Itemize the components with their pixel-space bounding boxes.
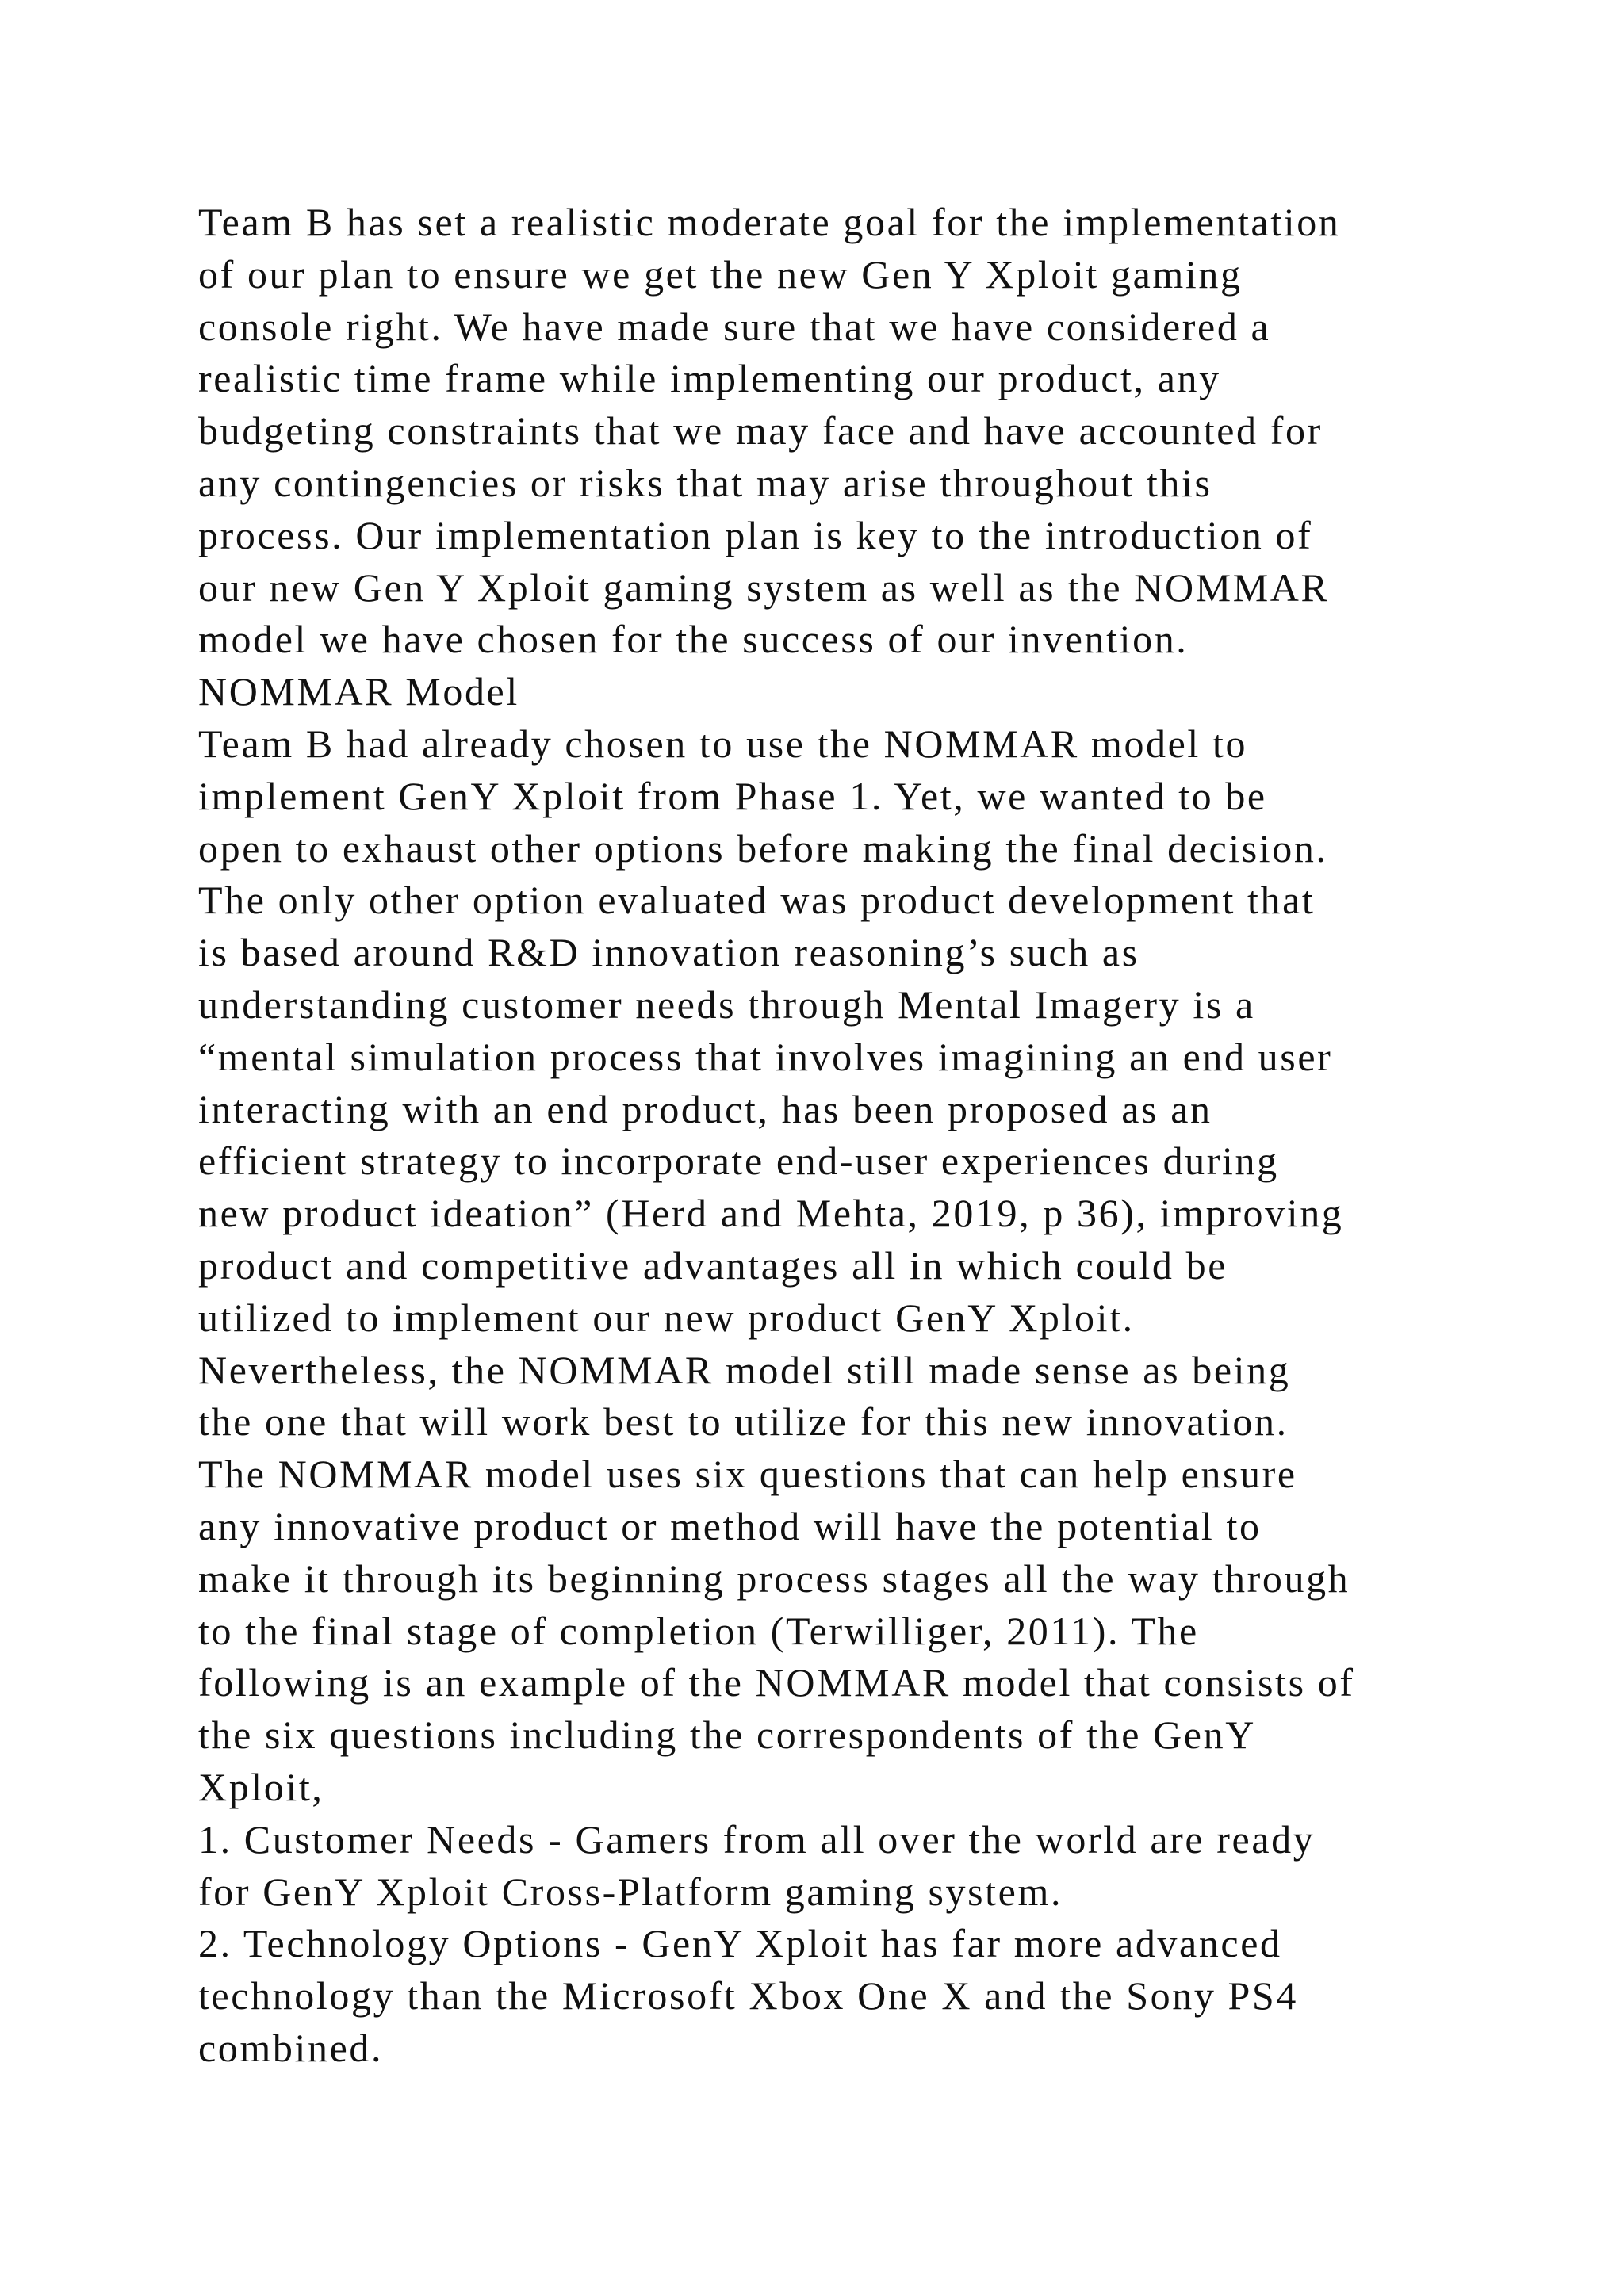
text-line: following is an example of the NOMMAR model that consists of	[198, 1660, 1355, 1705]
text-line: new product ideation” (Herd and Mehta, 2019, p 36), improving	[198, 1191, 1344, 1236]
text-line: efficient strategy to incorporate end-user experiences during	[198, 1138, 1279, 1184]
document-body	[198, 197, 1499, 2075]
list-item: 2. Technology Options - GenY Xploit has far more advanced	[198, 1921, 1282, 1966]
text-line: The NOMMAR model uses six questions that can help ensure	[198, 1452, 1297, 1497]
list-item: 1. Customer Needs - Gamers from all over the world are ready	[198, 1816, 1316, 1862]
text-line: is based around R&D innovation reasoning’s such as	[198, 930, 1139, 975]
text-line: technology than the Microsoft Xbox One X and the Sony PS4	[198, 1973, 1298, 2019]
text-line: combined.	[198, 2025, 384, 2070]
text-line: open to exhaust other options before making the final decision.	[198, 825, 1328, 871]
text-line: process. Our implementation plan is key to the introduction of	[198, 512, 1313, 557]
text-line: “mental simulation process that involves imagining an end user	[198, 1034, 1333, 1079]
text-line: understanding customer needs through Mental Imagery is a	[198, 982, 1255, 1027]
text-line: interacting with an end product, has been proposed as an	[198, 1086, 1212, 1131]
text-line: our new Gen Y Xploit gaming system as well as the NOMMAR	[198, 564, 1330, 610]
text-line: utilized to implement our new product GenY Xploit.	[198, 1295, 1135, 1340]
text-line: any contingencies or risks that may arise throughout this	[198, 460, 1212, 505]
text-line: Team B had already chosen to use the NOMMAR model to	[198, 721, 1248, 766]
text-line: implement GenY Xploit from Phase 1. Yet, we wanted to be	[198, 773, 1267, 818]
text-line: Nevertheless, the NOMMAR model still made sense as being	[198, 1347, 1291, 1392]
text-line: realistic time frame while implementing our product, any	[198, 356, 1221, 401]
text-line: any innovative product or method will have the potential to	[198, 1503, 1262, 1548]
text-line: Xploit,	[198, 1764, 324, 1809]
section-heading: NOMMAR Model	[198, 669, 519, 714]
text-line: make it through its beginning process stages all the way through	[198, 1556, 1350, 1601]
text-line: model we have chosen for the success of our invention.	[198, 617, 1189, 662]
text-line: the six questions including the correspondents of the GenY	[198, 1712, 1256, 1758]
text-line: Team B has set a realistic moderate goal for the implementation	[198, 200, 1341, 244]
text-line: budgeting constraints that we may face and have accounted for	[198, 408, 1323, 453]
text-line: the one that will work best to utilize for this new innovation.	[198, 1399, 1289, 1445]
text-line: The only other option evaluated was product development that	[198, 878, 1316, 923]
text-line: of our plan to ensure we get the new Gen Y Xploit gaming	[198, 251, 1243, 297]
text-line: product and competitive advantages all in which could be	[198, 1242, 1228, 1288]
text-line: console right. We have made sure that we have considered a	[198, 304, 1271, 349]
text-line: for GenY Xploit Cross-Platform gaming system.	[198, 1869, 1063, 1914]
text-line: to the final stage of completion (Terwilliger, 2011). The	[198, 1608, 1199, 1653]
